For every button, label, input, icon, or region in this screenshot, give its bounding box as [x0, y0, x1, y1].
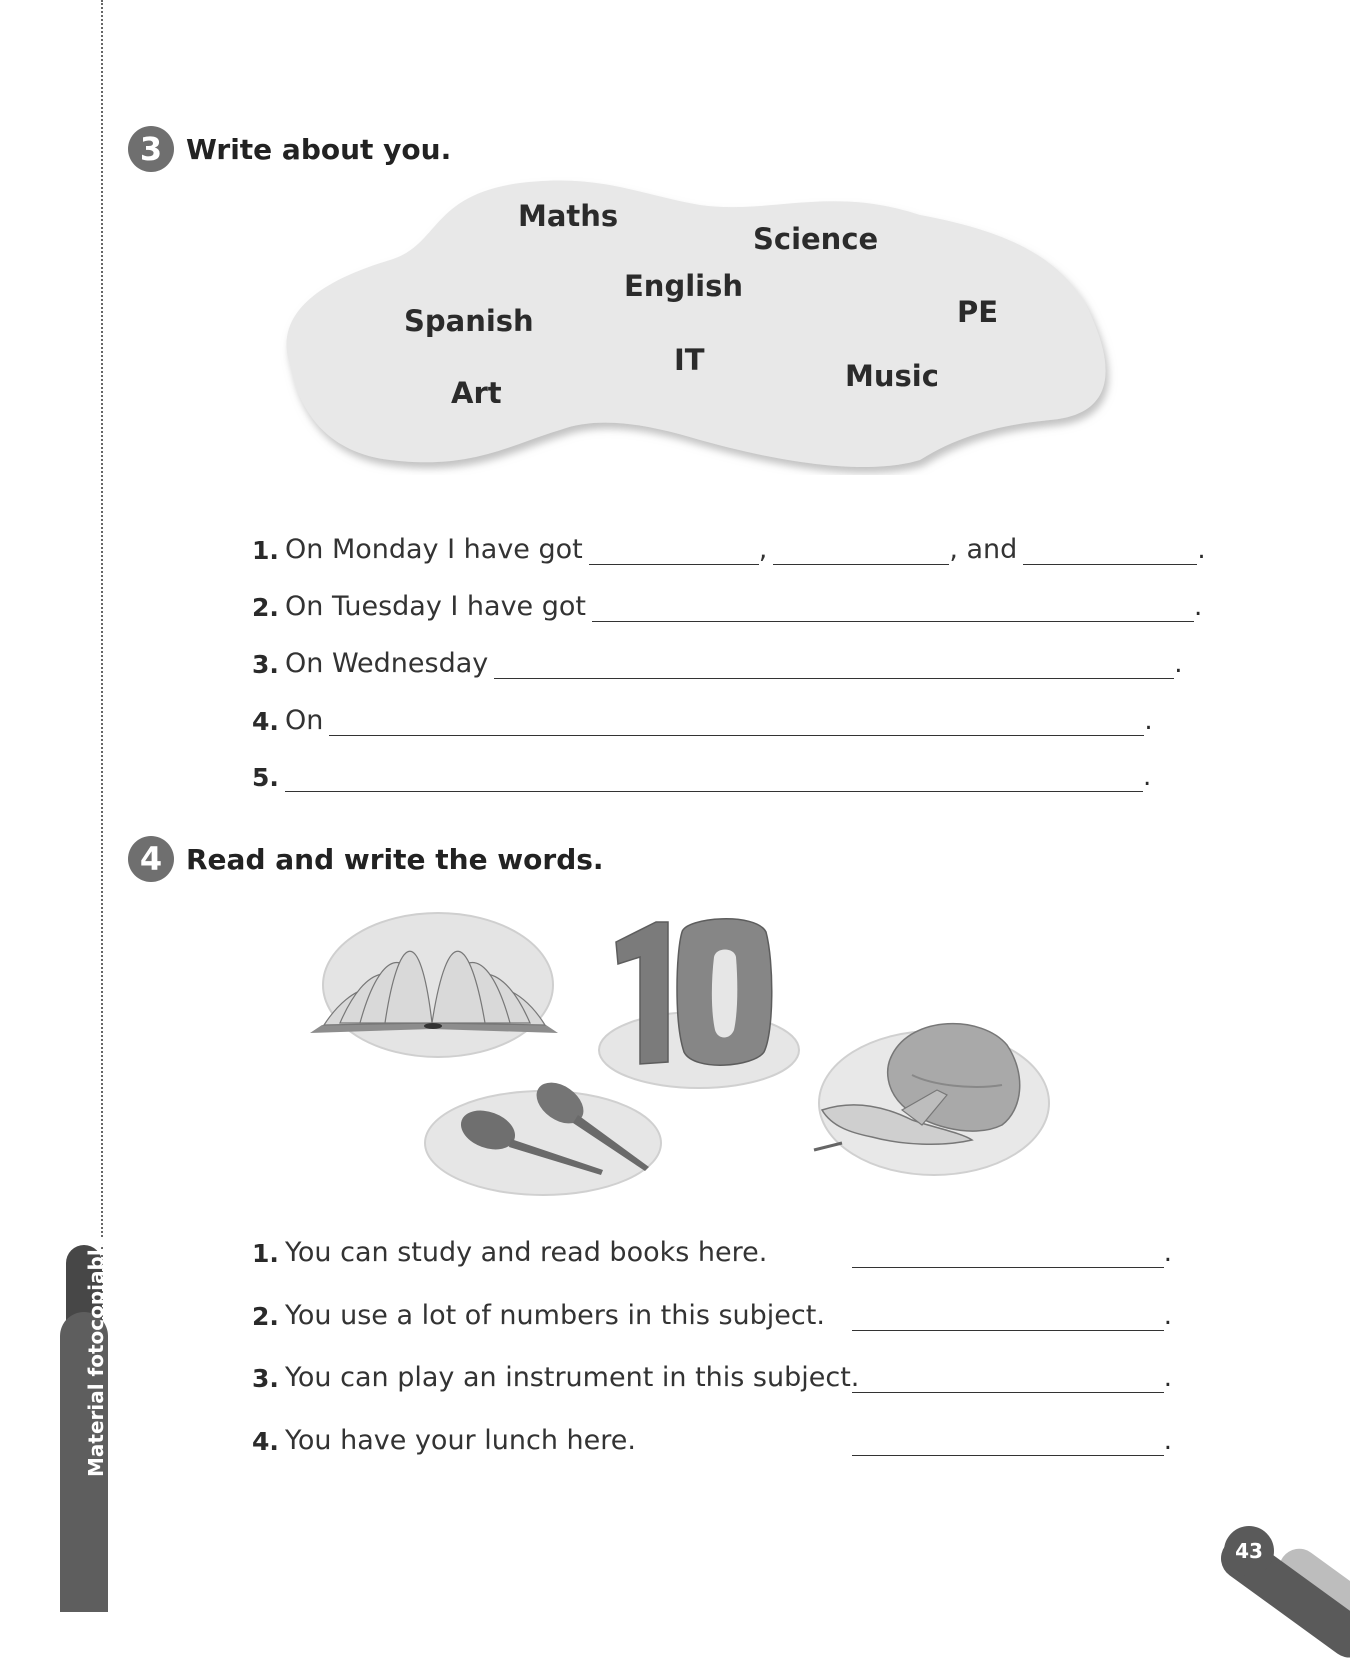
- item-prefix: On Wednesday: [285, 648, 489, 679]
- item-prefix: On Monday I have got: [285, 534, 583, 565]
- full-stop: .: [1143, 762, 1152, 792]
- subject-word-science: Science: [753, 222, 879, 256]
- item-number: 3.: [252, 1364, 279, 1393]
- answer-blank[interactable]: [852, 1429, 1164, 1456]
- item-number: 1.: [252, 1239, 279, 1268]
- lunch-picture: [812, 1015, 1057, 1190]
- question-text: You have your lunch here.: [285, 1425, 636, 1456]
- answer-blank[interactable]: [494, 652, 1174, 679]
- write-line-3: [252, 639, 1183, 679]
- write-line-4: [252, 696, 1172, 736]
- answer-blank[interactable]: [589, 538, 759, 565]
- subject-word-music: Music: [845, 359, 939, 393]
- full-stop: .: [1194, 592, 1203, 622]
- side-label: Material fotocopiable: [84, 1235, 108, 1477]
- full-stop: .: [1163, 1363, 1172, 1393]
- write-line-1: [252, 525, 1206, 565]
- full-stop: .: [1174, 649, 1183, 679]
- item-prefix: On: [285, 705, 324, 736]
- item-prefix: On Tuesday I have got: [285, 591, 586, 622]
- full-stop: .: [1144, 706, 1153, 736]
- separator-and: , and: [949, 534, 1018, 565]
- item-number: 1.: [252, 536, 279, 565]
- answer-blank[interactable]: [329, 709, 1144, 736]
- answer-blank[interactable]: [285, 765, 1143, 792]
- exercise-title: Read and write the words.: [186, 842, 604, 876]
- question-text: You can study and read books here.: [285, 1237, 768, 1268]
- answer-blank[interactable]: [852, 1304, 1164, 1331]
- subject-word-art: Art: [451, 376, 502, 410]
- write-line-5: [252, 752, 1172, 792]
- answer-blank[interactable]: [852, 1366, 1164, 1393]
- book-picture: [310, 905, 560, 1065]
- subject-word-pe: PE: [957, 295, 999, 329]
- separator-comma: ,: [758, 534, 768, 565]
- number-10-picture: [596, 912, 806, 1092]
- full-stop: .: [1197, 535, 1206, 565]
- question-row-3: [252, 1353, 1172, 1393]
- question-text: You can play an instrument in this subject.: [285, 1362, 860, 1393]
- exercise-3-header: [128, 126, 451, 172]
- question-row-4: [252, 1416, 1172, 1456]
- subject-word-spanish: Spanish: [404, 304, 534, 338]
- answer-blank[interactable]: [852, 1241, 1164, 1268]
- number-10-text: 10: [596, 912, 598, 913]
- item-number: 4.: [252, 707, 279, 736]
- write-line-2: [252, 582, 1203, 622]
- item-number: 3.: [252, 650, 279, 679]
- exercise-number-badge: 3: [128, 126, 174, 172]
- item-number: 2.: [252, 1302, 279, 1331]
- full-stop: .: [1163, 1301, 1172, 1331]
- item-number: 5.: [252, 763, 279, 792]
- exercise-title: Write about you.: [186, 132, 452, 166]
- question-row-1: [252, 1228, 1172, 1268]
- exercise-number-badge: 4: [128, 836, 174, 882]
- answer-blank[interactable]: [592, 595, 1194, 622]
- question-row-2: [252, 1291, 1172, 1331]
- full-stop: .: [1163, 1238, 1172, 1268]
- question-text: You use a lot of numbers in this subject.: [285, 1300, 825, 1331]
- full-stop: .: [1163, 1426, 1172, 1456]
- answer-blank[interactable]: [773, 538, 949, 565]
- subject-word-it: IT: [674, 343, 705, 377]
- item-number: 2.: [252, 593, 279, 622]
- item-number: 4.: [252, 1427, 279, 1456]
- answer-blank[interactable]: [1023, 538, 1197, 565]
- subject-word-english: English: [624, 269, 744, 303]
- maracas-picture: [423, 1075, 668, 1200]
- page-number: 43: [1224, 1526, 1274, 1576]
- subject-word-maths: Maths: [518, 199, 619, 233]
- exercise-4-header: [128, 836, 604, 882]
